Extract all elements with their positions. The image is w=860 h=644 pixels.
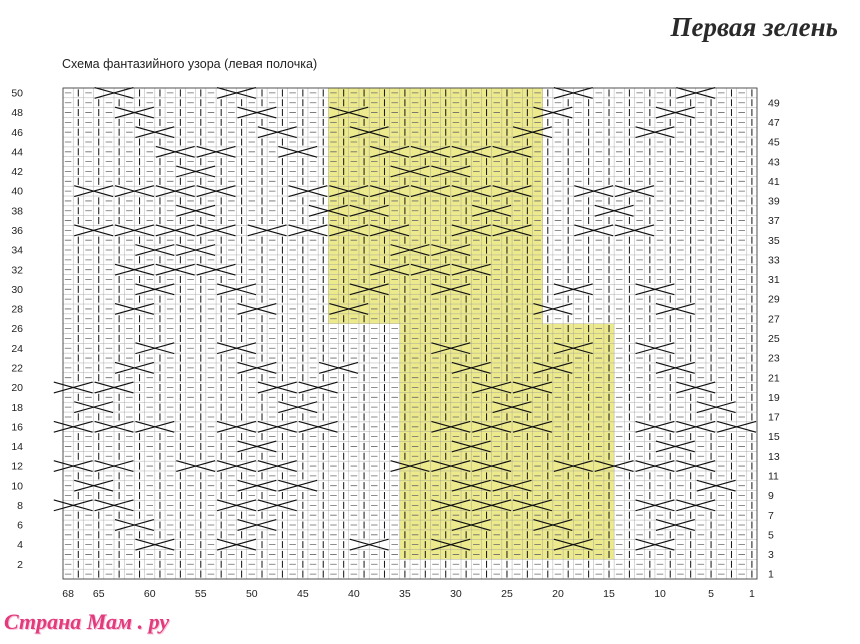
row-label-right: 15	[768, 431, 780, 444]
cable-cross	[492, 480, 532, 491]
cable-cross	[635, 539, 675, 550]
cable-cross	[298, 421, 338, 432]
row-label-left: 38	[11, 205, 23, 218]
cable-cross	[635, 343, 675, 354]
cable-cross	[74, 186, 114, 197]
row-label-right: 35	[768, 234, 780, 247]
cable-cross	[115, 225, 155, 236]
cable-cross	[237, 362, 277, 373]
cable-cross	[53, 382, 93, 393]
cable-cross	[635, 421, 675, 432]
cable-cross	[94, 500, 134, 511]
cable-cross	[472, 382, 512, 393]
cable-cross	[115, 107, 155, 118]
cable-cross	[278, 480, 318, 491]
cable-cross	[594, 205, 634, 216]
cable-cross	[594, 461, 634, 472]
cable-cross	[94, 382, 134, 393]
cable-cross	[94, 421, 134, 432]
cable-cross	[451, 264, 491, 275]
cable-cross	[349, 284, 389, 295]
row-label-right: 9	[768, 490, 774, 503]
cable-cross	[370, 146, 410, 157]
cable-cross	[370, 186, 410, 197]
cable-cross	[115, 264, 155, 275]
cable-cross	[451, 146, 491, 157]
row-label-right: 1	[768, 568, 774, 581]
cable-cross	[451, 225, 491, 236]
column-label: 20	[552, 588, 564, 600]
cable-cross	[411, 186, 451, 197]
column-label: 1	[748, 588, 755, 600]
cable-cross	[217, 500, 257, 511]
cable-cross	[574, 186, 614, 197]
cable-cross	[492, 146, 532, 157]
cable-cross	[329, 225, 369, 236]
row-label-left: 14	[11, 441, 23, 454]
cable-cross	[431, 461, 471, 472]
row-label-left: 48	[11, 107, 23, 120]
cable-cross	[176, 166, 216, 177]
cable-cross	[635, 284, 675, 295]
row-label-right: 29	[768, 293, 780, 306]
cable-cross	[676, 382, 716, 393]
cable-cross	[278, 402, 318, 413]
cable-cross	[135, 421, 175, 432]
cable-cross	[655, 441, 695, 452]
cable-cross	[472, 421, 512, 432]
cable-cross	[53, 421, 93, 432]
cable-cross	[257, 500, 297, 511]
cable-cross	[135, 539, 175, 550]
row-label-left: 8	[17, 499, 23, 512]
cable-cross	[155, 146, 195, 157]
row-label-left: 26	[11, 323, 23, 336]
cable-cross	[237, 441, 277, 452]
row-label-right: 21	[768, 372, 780, 385]
cable-cross	[196, 146, 236, 157]
row-label-left: 18	[11, 401, 23, 414]
cable-cross	[655, 362, 695, 373]
row-label-left: 42	[11, 166, 23, 179]
cable-cross	[553, 539, 593, 550]
cable-cross	[655, 304, 695, 315]
cable-cross	[155, 186, 195, 197]
row-label-right: 27	[768, 313, 780, 326]
row-label-right: 47	[768, 116, 780, 129]
cable-cross	[349, 127, 389, 138]
cable-cross	[257, 461, 297, 472]
cable-cross	[513, 382, 553, 393]
cable-cross	[635, 500, 675, 511]
cable-cross	[329, 304, 369, 315]
cable-cross	[390, 166, 430, 177]
row-label-left: 34	[11, 244, 23, 257]
column-label: 40	[348, 588, 360, 600]
cable-cross	[217, 461, 257, 472]
cable-cross	[237, 480, 277, 491]
cable-cross	[553, 88, 593, 99]
cable-cross	[329, 107, 369, 118]
chart-title: Схема фантазийного узора (левая полочка)	[62, 57, 318, 71]
cable-cross	[115, 304, 155, 315]
row-label-left: 46	[11, 126, 23, 139]
cable-cross	[288, 225, 328, 236]
cable-cross	[53, 461, 93, 472]
cable-cross	[94, 461, 134, 472]
cable-cross	[196, 186, 236, 197]
cable-cross	[94, 88, 134, 99]
cable-cross	[451, 441, 491, 452]
cable-cross	[257, 421, 297, 432]
column-label: 50	[245, 588, 258, 600]
row-label-right: 19	[768, 391, 780, 404]
column-label: 10	[654, 588, 666, 600]
cable-cross	[257, 382, 297, 393]
cable-cross	[655, 520, 695, 531]
row-label-left: 32	[11, 264, 23, 277]
cable-cross	[176, 461, 216, 472]
column-label: 30	[450, 588, 462, 600]
cable-cross	[217, 284, 257, 295]
row-label-right: 49	[768, 97, 780, 110]
cable-cross	[553, 284, 593, 295]
column-label: 5	[708, 588, 714, 600]
cable-cross	[451, 186, 491, 197]
cable-cross	[431, 245, 471, 256]
row-label-left: 44	[11, 146, 23, 159]
row-label-right: 3	[768, 549, 774, 562]
cable-cross	[492, 186, 532, 197]
cable-cross	[533, 304, 573, 315]
cable-cross	[574, 225, 614, 236]
cable-cross	[451, 480, 491, 491]
cable-cross	[553, 461, 593, 472]
cable-cross	[74, 402, 114, 413]
cable-cross	[115, 362, 155, 373]
cable-cross	[298, 382, 338, 393]
row-label-right: 37	[768, 215, 780, 228]
cable-cross	[257, 127, 297, 138]
cable-cross	[451, 520, 491, 531]
column-label: 15	[603, 588, 615, 600]
cable-cross	[696, 480, 736, 491]
cable-cross	[472, 205, 512, 216]
row-label-right: 17	[768, 411, 780, 424]
cable-cross	[431, 539, 471, 550]
column-label: 60	[143, 588, 156, 600]
cable-cross	[533, 107, 573, 118]
row-label-left: 50	[11, 87, 23, 100]
cable-cross	[288, 186, 328, 197]
row-label-left: 2	[17, 558, 23, 571]
cable-cross	[513, 421, 553, 432]
cable-cross	[431, 166, 471, 177]
cable-cross	[411, 146, 451, 157]
row-label-right: 25	[768, 333, 780, 346]
cable-cross	[472, 461, 512, 472]
cable-cross	[431, 343, 471, 354]
cable-cross	[553, 343, 593, 354]
page-title: Первая зелень	[670, 12, 838, 42]
row-label-left: 20	[11, 382, 23, 395]
cable-cross	[533, 362, 573, 373]
cable-cross	[615, 186, 655, 197]
cable-cross	[635, 127, 675, 138]
column-label: 65	[92, 588, 105, 600]
row-label-right: 7	[768, 509, 774, 522]
cable-cross	[176, 245, 216, 256]
cable-cross	[135, 245, 175, 256]
row-label-right: 41	[768, 175, 780, 188]
cable-cross	[237, 304, 277, 315]
cable-cross	[217, 88, 257, 99]
cable-cross	[217, 343, 257, 354]
cable-cross	[390, 245, 430, 256]
row-label-right: 43	[768, 156, 780, 169]
cable-cross	[237, 520, 277, 531]
cable-cross	[176, 205, 216, 216]
row-label-left: 16	[11, 421, 23, 434]
cable-cross	[451, 362, 491, 373]
cable-cross	[53, 500, 93, 511]
row-label-left: 40	[11, 185, 23, 198]
cable-cross	[329, 186, 369, 197]
row-label-right: 39	[768, 195, 780, 208]
cable-cross	[431, 284, 471, 295]
row-label-left: 6	[17, 519, 23, 532]
cable-cross	[492, 225, 532, 236]
row-label-right: 11	[768, 470, 779, 483]
row-label-left: 10	[11, 480, 23, 493]
row-label-right: 31	[768, 274, 780, 287]
row-label-right: 33	[768, 254, 780, 267]
cable-cross	[308, 205, 348, 216]
cable-cross	[411, 264, 451, 275]
cable-cross	[431, 421, 471, 432]
cable-cross	[247, 225, 287, 236]
cable-cross	[135, 127, 175, 138]
cable-cross	[217, 421, 257, 432]
cable-cross	[533, 520, 573, 531]
row-label-left: 12	[11, 460, 23, 473]
row-label-right: 13	[768, 450, 780, 463]
cable-cross	[472, 500, 512, 511]
cable-cross	[237, 107, 277, 118]
cable-cross	[155, 264, 195, 275]
row-label-right: 23	[768, 352, 780, 365]
site-watermark: Страна Мам . ру	[4, 609, 170, 634]
column-label: 68	[62, 588, 74, 600]
cable-cross	[74, 225, 114, 236]
row-label-left: 36	[11, 224, 23, 237]
cable-cross	[349, 539, 389, 550]
cable-cross	[370, 225, 410, 236]
column-label: 25	[501, 588, 513, 600]
cable-cross	[431, 500, 471, 511]
column-label: 55	[194, 588, 207, 600]
column-label: 45	[296, 588, 309, 600]
cable-cross	[196, 264, 236, 275]
cable-cross	[696, 402, 736, 413]
cable-cross	[513, 127, 553, 138]
row-label-left: 4	[17, 539, 23, 552]
cable-cross	[135, 343, 175, 354]
cable-cross	[655, 107, 695, 118]
cable-cross	[615, 225, 655, 236]
row-label-right: 45	[768, 136, 780, 149]
cable-cross	[155, 225, 195, 236]
cable-cross	[278, 146, 318, 157]
cable-cross	[217, 539, 257, 550]
cable-cross	[115, 520, 155, 531]
row-label-left: 24	[11, 342, 23, 355]
cable-cross	[115, 186, 155, 197]
column-label: 35	[399, 588, 411, 600]
cable-cross	[676, 421, 716, 432]
cable-cross	[390, 461, 430, 472]
cable-cross	[676, 500, 716, 511]
row-label-right: 5	[768, 529, 774, 542]
cable-cross	[196, 225, 236, 236]
cable-cross	[492, 402, 532, 413]
cable-cross	[74, 480, 114, 491]
cable-cross	[676, 461, 716, 472]
cable-cross	[717, 421, 757, 432]
cable-cross	[349, 205, 389, 216]
cable-cross	[135, 284, 175, 295]
cable-cross	[635, 461, 675, 472]
row-label-left: 28	[11, 303, 23, 316]
row-label-left: 30	[11, 283, 23, 296]
cable-cross	[676, 88, 716, 99]
cable-cross	[319, 362, 359, 373]
cable-cross	[513, 500, 553, 511]
cable-cross	[370, 264, 410, 275]
row-label-left: 22	[11, 362, 23, 375]
